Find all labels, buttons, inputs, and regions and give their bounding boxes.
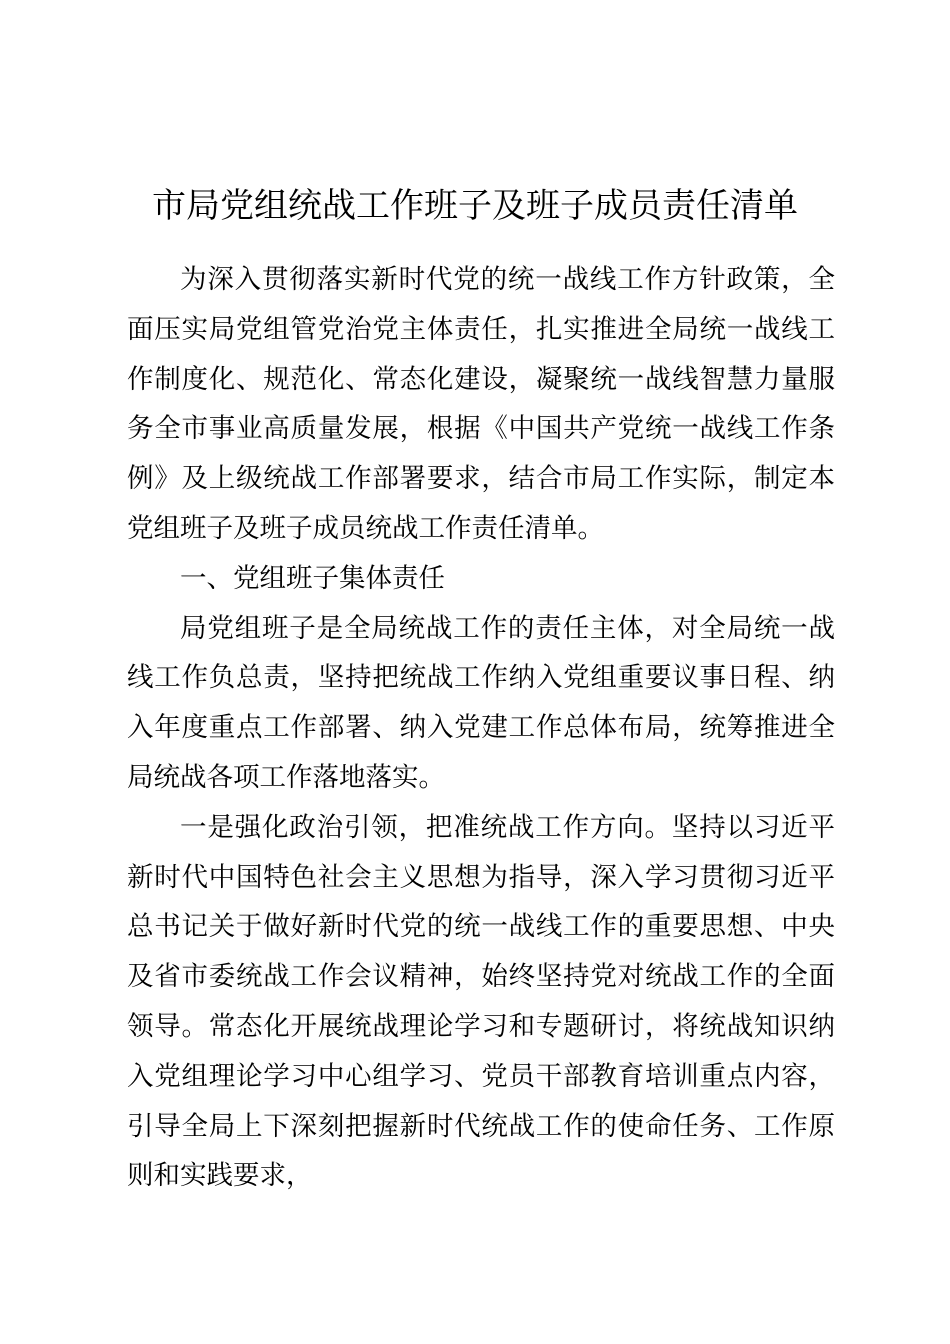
body-paragraph: 一是强化政治引领，把准统战工作方向。坚持以习近平新时代中国特色社会主义思想为指导，深入学习贯彻习近平总书记关于做好新时代党的统一战线工作的重要思想、中央及省市委统战工作会议精神，始终坚持党对统战工作的全面领导。常态化开展统战理论学习和专题研讨，将统战知识纳入党组理论学习中心组学习、党员干部教育培训重点内容，引导全局上下深刻把握新时代统战工作的使命任务、工作原则和实践要求，: [127, 811, 835, 1192]
body-paragraph: 局党组班子是全局统战工作的责任主体，对全局统一战线工作负总责，坚持把统战工作纳入党组重要议事日程、纳入年度重点工作部署、纳入党建工作总体布局，统筹推进全局统战各项工作落地落实。: [127, 612, 835, 793]
intro-paragraph: 为深入贯彻落实新时代党的统一战线工作方针政策，全面压实局党组管党治党主体责任，扎实推进全局统一战线工作制度化、规范化、常态化建设，凝聚统一战线智慧力量服务全市事业高质量发展，根据《中国共产党统一战线工作条例》及上级统战工作部署要求，结合市局工作实际，制定本党组班子及班子成员统战工作责任清单。: [127, 264, 835, 544]
document-body: [127, 255, 835, 1201]
section-heading: 一、党组班子集体责任: [180, 562, 445, 594]
document-title: 市局党组统战工作班子及班子成员责任清单: [152, 186, 798, 226]
